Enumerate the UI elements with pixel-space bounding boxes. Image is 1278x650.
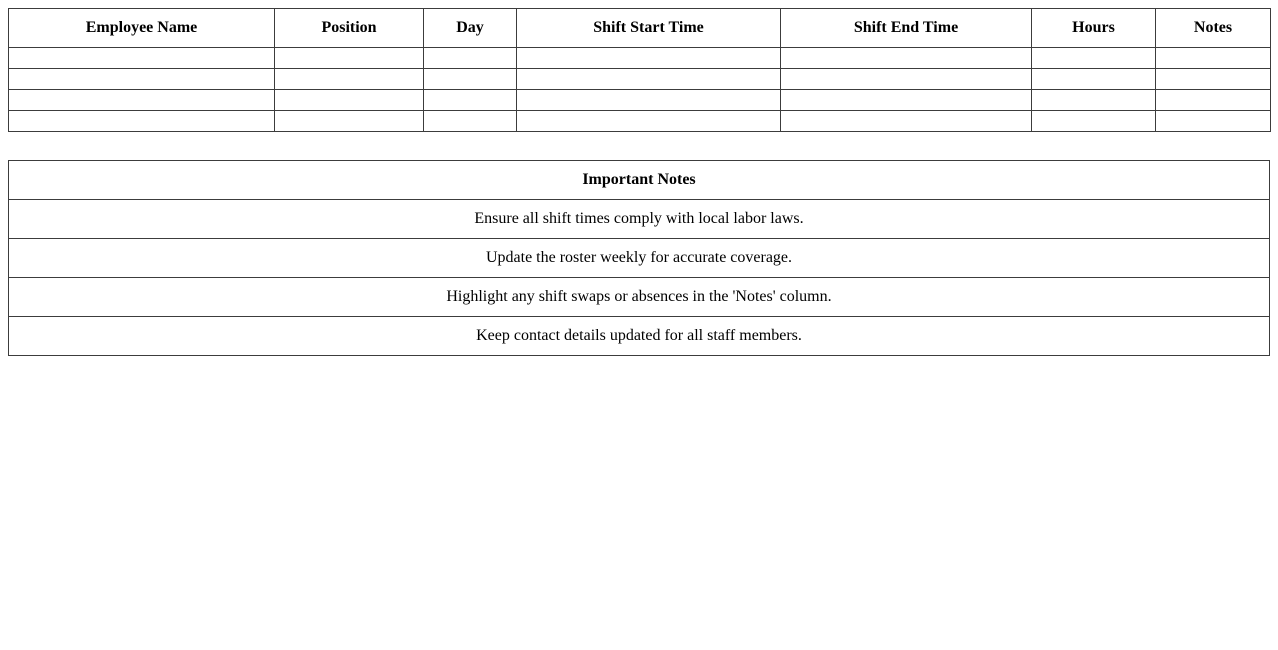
- note-text: Update the roster weekly for accurate coverage.: [9, 239, 1270, 278]
- list-item: [9, 278, 1270, 317]
- table-cell[interactable]: [9, 48, 275, 69]
- table-cell[interactable]: [517, 48, 781, 69]
- table-cell[interactable]: [1156, 90, 1271, 111]
- column-header-notes: Notes: [1156, 9, 1271, 48]
- table-cell[interactable]: [1156, 48, 1271, 69]
- table-cell[interactable]: [275, 90, 424, 111]
- list-item: [9, 200, 1270, 239]
- table-cell[interactable]: [1032, 111, 1156, 132]
- table-cell[interactable]: [9, 69, 275, 90]
- page: [8, 8, 1270, 356]
- table-cell[interactable]: [424, 90, 517, 111]
- column-header-position: Position: [275, 9, 424, 48]
- table-cell[interactable]: [517, 90, 781, 111]
- table-cell[interactable]: [275, 48, 424, 69]
- roster-header-row: [9, 9, 1271, 48]
- table-cell[interactable]: [424, 111, 517, 132]
- note-text: Keep contact details updated for all staff members.: [9, 317, 1270, 356]
- table-cell[interactable]: [781, 69, 1032, 90]
- important-notes-table: [8, 160, 1270, 356]
- table-cell[interactable]: [424, 48, 517, 69]
- table-cell[interactable]: [1156, 69, 1271, 90]
- table-cell[interactable]: [275, 111, 424, 132]
- table-cell[interactable]: [517, 69, 781, 90]
- list-item: [9, 239, 1270, 278]
- table-row: [9, 69, 1271, 90]
- column-header-day: Day: [424, 9, 517, 48]
- table-cell[interactable]: [1032, 69, 1156, 90]
- column-header-employee-name: Employee Name: [9, 9, 275, 48]
- table-cell[interactable]: [517, 111, 781, 132]
- column-header-shift-end-time: Shift End Time: [781, 9, 1032, 48]
- column-header-shift-start-time: Shift Start Time: [517, 9, 781, 48]
- table-cell[interactable]: [1032, 48, 1156, 69]
- table-cell[interactable]: [781, 111, 1032, 132]
- table-cell[interactable]: [781, 90, 1032, 111]
- table-cell[interactable]: [424, 69, 517, 90]
- table-cell[interactable]: [1032, 90, 1156, 111]
- column-header-hours: Hours: [1032, 9, 1156, 48]
- table-cell[interactable]: [781, 48, 1032, 69]
- table-row: [9, 48, 1271, 69]
- table-cell[interactable]: [9, 111, 275, 132]
- note-text: Highlight any shift swaps or absences in the 'Notes' column.: [9, 278, 1270, 317]
- table-cell[interactable]: [275, 69, 424, 90]
- list-item: [9, 317, 1270, 356]
- note-text: Ensure all shift times comply with local labor laws.: [9, 200, 1270, 239]
- notes-title: Important Notes: [9, 161, 1270, 200]
- table-row: [9, 111, 1271, 132]
- notes-header-row: [9, 161, 1270, 200]
- roster-table: [8, 8, 1271, 132]
- table-cell[interactable]: [9, 90, 275, 111]
- table-row: [9, 90, 1271, 111]
- table-cell[interactable]: [1156, 111, 1271, 132]
